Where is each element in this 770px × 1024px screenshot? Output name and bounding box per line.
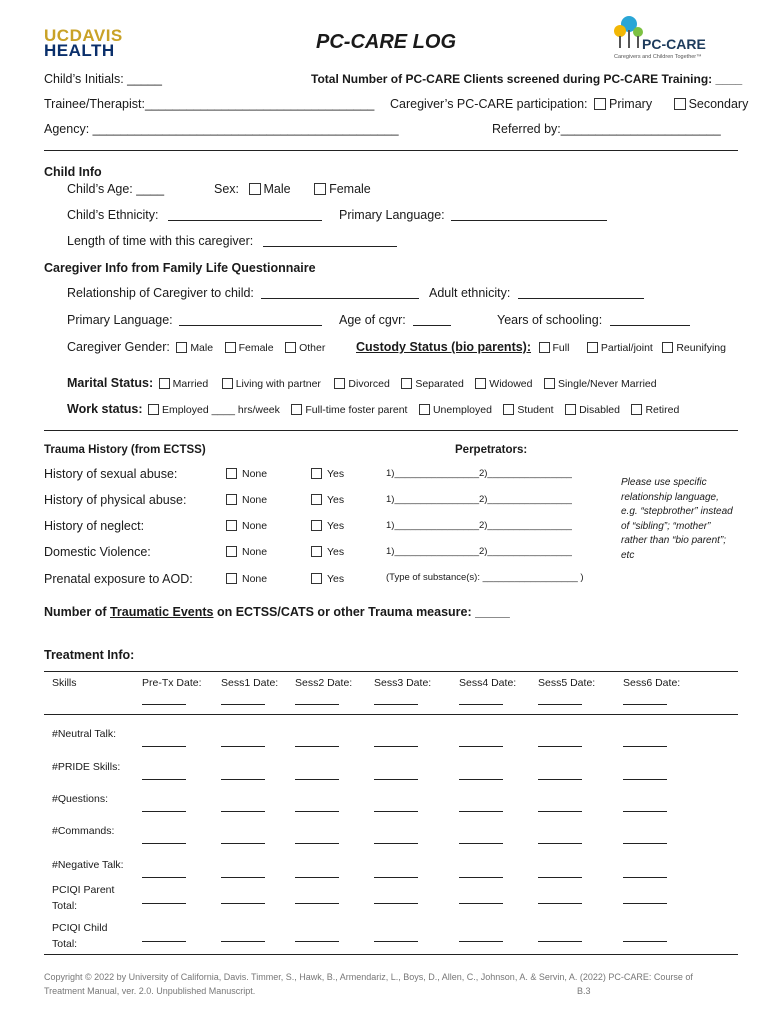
copyright-text: Copyright © 2022 by University of California, Davis. Timmer, S., Hawk, B., Armendariz, L., Boys, D., Allen, C., Johnson, A. & Servin, A. (2022) PC-CARE: Course of Treatment Manual, ver. 2.0. Unpublished Manuscript. xyxy=(44,972,693,996)
length-time-field[interactable] xyxy=(67,234,397,248)
skill-score-blank[interactable] xyxy=(142,902,186,904)
skill-row-label xyxy=(52,759,120,775)
marital-option: Divorced xyxy=(348,378,390,390)
custody-status-field xyxy=(356,340,726,354)
treatment-heading: Treatment Info: xyxy=(44,648,135,662)
perpetrator-fields[interactable]: 1)________________2)________________ xyxy=(386,468,572,479)
marital-status-field xyxy=(67,376,657,390)
skill-score-blank[interactable] xyxy=(142,745,186,747)
work-employed-checkbox[interactable] xyxy=(148,404,159,415)
work-option: Disabled xyxy=(579,404,620,416)
treatment-top-rule xyxy=(44,671,738,672)
skill-row-label xyxy=(52,920,107,952)
skill-score-blank[interactable] xyxy=(295,778,339,780)
trauma-yes-label: Yes xyxy=(327,494,345,506)
skill-score-blank[interactable] xyxy=(623,902,667,904)
session-date-header: Sess1 Date: xyxy=(221,677,279,689)
events-text-post: on ECTSS/CATS or other Trauma measure: _____ xyxy=(213,605,510,619)
trauma-none-checkbox[interactable] xyxy=(226,494,237,505)
age-cgvr-field[interactable] xyxy=(339,313,451,327)
trauma-yes-option xyxy=(311,468,344,480)
gender-option: Other xyxy=(299,342,326,354)
skill-score-blank[interactable] xyxy=(374,902,418,904)
caregiver-info-heading: Caregiver Info from Family Life Questionnaire xyxy=(44,261,316,275)
custody-label: Custody Status (bio parents): xyxy=(356,340,532,354)
gender-female-checkbox[interactable] xyxy=(225,342,236,353)
perpetrator-fields[interactable]: 1)________________2)________________ xyxy=(386,520,572,531)
skill-score-blank[interactable] xyxy=(221,745,265,747)
trauma-none-checkbox[interactable] xyxy=(226,468,237,479)
perpetrator-fields[interactable]: 1)________________2)________________ xyxy=(386,546,572,557)
skill-score-blank[interactable] xyxy=(221,810,265,812)
gender-option: Male xyxy=(190,342,214,354)
session-date-header: Sess3 Date: xyxy=(374,677,432,689)
trauma-none-label: None xyxy=(242,573,268,585)
marital-option: Separated xyxy=(415,378,464,390)
skill-row-label xyxy=(52,857,124,873)
marital-single-checkbox[interactable] xyxy=(544,378,555,389)
relationship-line[interactable] xyxy=(261,286,419,299)
trauma-yes-label: Yes xyxy=(327,468,345,480)
session-date-header: Sess5 Date: xyxy=(538,677,596,689)
adult-ethnicity-label: Adult ethnicity: xyxy=(429,286,511,300)
skill-score-blank[interactable] xyxy=(538,745,582,747)
substance-field[interactable]: (Type of substance(s): __________________ ) xyxy=(386,572,584,583)
skill-score-blank[interactable] xyxy=(459,940,503,942)
session-date-blank[interactable] xyxy=(623,703,667,705)
skill-score-blank[interactable] xyxy=(623,745,667,747)
child-info-heading: Child Info xyxy=(44,165,102,179)
skill-score-blank[interactable] xyxy=(374,940,418,942)
skill-score-blank[interactable] xyxy=(221,940,265,942)
child-age-field[interactable]: Child’s Age: ____ xyxy=(67,182,165,196)
child-language-field[interactable] xyxy=(339,208,607,222)
skill-label-line1: #Questions: xyxy=(52,793,109,805)
traumatic-events-field[interactable] xyxy=(44,605,510,619)
trauma-none-label: None xyxy=(242,546,268,558)
marital-option: Single/Never Married xyxy=(557,378,657,390)
skill-score-blank[interactable] xyxy=(142,876,186,878)
skill-score-blank[interactable] xyxy=(221,876,265,878)
skill-label-line1: PCIQI Child xyxy=(52,922,108,934)
caregiver-language-line[interactable] xyxy=(179,313,322,326)
marital-option: Widowed xyxy=(489,378,533,390)
male-label: Male xyxy=(263,182,291,196)
skill-score-blank[interactable] xyxy=(538,902,582,904)
child-initials-field[interactable]: Child’s Initials: _____ xyxy=(44,72,162,86)
trauma-row-label: History of neglect: xyxy=(44,519,145,533)
trauma-yes-option xyxy=(311,494,344,506)
marital-widowed-checkbox[interactable] xyxy=(475,378,486,389)
work-option: Full-time foster parent xyxy=(305,404,408,416)
skill-score-blank[interactable] xyxy=(295,940,339,942)
gender-other-checkbox[interactable] xyxy=(285,342,296,353)
family-tree-icon xyxy=(612,14,646,50)
skill-score-blank[interactable] xyxy=(538,876,582,878)
skill-score-blank[interactable] xyxy=(538,842,582,844)
trauma-none-option xyxy=(226,494,267,506)
perpetrator-fields[interactable]: 1)________________2)________________ xyxy=(386,494,572,505)
custody-full-checkbox[interactable] xyxy=(539,342,550,353)
skill-score-blank[interactable] xyxy=(142,778,186,780)
work-retired-checkbox[interactable] xyxy=(631,404,642,415)
skill-score-blank[interactable] xyxy=(374,745,418,747)
pc-care-logo xyxy=(612,14,706,60)
marital-option: Living with partner xyxy=(235,378,321,390)
trauma-yes-checkbox[interactable] xyxy=(311,546,322,557)
trauma-none-checkbox[interactable] xyxy=(226,573,237,584)
total-clients-field[interactable]: Total Number of PC-CARE Clients screened during PC-CARE Training: ____ xyxy=(311,72,743,86)
marital-label: Marital Status: xyxy=(67,376,154,390)
work-foster-checkbox[interactable] xyxy=(291,404,302,415)
caregiver-gender-label: Caregiver Gender: xyxy=(67,340,170,354)
marital-option: Married xyxy=(172,378,209,390)
sex-label: Sex: xyxy=(214,182,240,196)
skill-score-blank[interactable] xyxy=(374,778,418,780)
logo-davis: DAVIS xyxy=(69,26,123,45)
trauma-row-label: History of sexual abuse: xyxy=(44,467,178,481)
work-option: Unemployed xyxy=(432,404,492,416)
custody-option: Partial/joint xyxy=(600,342,653,354)
skill-row-label xyxy=(52,882,114,914)
trauma-yes-label: Yes xyxy=(327,573,345,585)
skill-score-blank[interactable] xyxy=(374,810,418,812)
session-date-blank[interactable] xyxy=(459,703,503,705)
years-schooling-field[interactable] xyxy=(497,313,690,327)
age-cgvr-line[interactable] xyxy=(413,313,451,326)
skill-label-line1: #Negative Talk: xyxy=(52,859,124,871)
adult-ethnicity-line[interactable] xyxy=(518,286,644,299)
work-option: Student xyxy=(517,404,554,416)
skill-score-blank[interactable] xyxy=(374,876,418,878)
trauma-none-option xyxy=(226,573,267,585)
gender-option: Female xyxy=(238,342,274,354)
age-cgvr-label: Age of cgvr: xyxy=(339,313,406,327)
secondary-label: Secondary xyxy=(688,97,749,111)
work-option: Employed ____ hrs/week xyxy=(161,404,280,416)
skill-score-blank[interactable] xyxy=(221,842,265,844)
skill-score-blank[interactable] xyxy=(142,842,186,844)
skill-score-blank[interactable] xyxy=(538,940,582,942)
treatment-bottom-rule xyxy=(44,954,738,955)
primary-label: Primary xyxy=(609,97,653,111)
skill-score-blank[interactable] xyxy=(459,778,503,780)
sex-field xyxy=(214,182,371,196)
relationship-label: Relationship of Caregiver to child: xyxy=(67,286,254,300)
trauma-yes-checkbox[interactable] xyxy=(311,520,322,531)
skill-score-blank[interactable] xyxy=(142,810,186,812)
perpetrators-heading: Perpetrators: xyxy=(455,444,528,456)
skill-score-blank[interactable] xyxy=(459,810,503,812)
session-date-blank[interactable] xyxy=(295,703,339,705)
session-date-blank[interactable] xyxy=(142,703,186,705)
skill-score-blank[interactable] xyxy=(459,876,503,878)
skills-header: Skills xyxy=(52,677,77,689)
skill-score-blank[interactable] xyxy=(221,902,265,904)
pc-care-logo-name: PC-CARE xyxy=(642,36,706,52)
trauma-none-checkbox[interactable] xyxy=(226,546,237,557)
trauma-row-label: History of physical abuse: xyxy=(44,493,187,507)
skill-label-line2: Total: xyxy=(52,900,78,912)
skill-score-blank[interactable] xyxy=(374,842,418,844)
child-ethnicity-label: Child’s Ethnicity: xyxy=(67,208,159,222)
session-date-header: Pre-Tx Date: xyxy=(142,677,202,689)
trauma-row-label: Prenatal exposure to AOD: xyxy=(44,572,193,586)
years-schooling-line[interactable] xyxy=(610,313,690,326)
custody-partial-checkbox[interactable] xyxy=(587,342,598,353)
skill-score-blank[interactable] xyxy=(295,902,339,904)
work-disabled-checkbox[interactable] xyxy=(565,404,576,415)
gender-male-checkbox[interactable] xyxy=(176,342,187,353)
primary-checkbox[interactable] xyxy=(594,98,606,110)
skill-label-line1: #Neutral Talk: xyxy=(52,728,117,740)
trauma-heading: Trauma History (from ECTSS) xyxy=(44,444,206,456)
male-checkbox[interactable] xyxy=(249,183,261,195)
skill-row-label xyxy=(52,726,116,742)
trauma-none-option xyxy=(226,468,267,480)
custody-option: Full xyxy=(552,342,570,354)
marital-divorced-checkbox[interactable] xyxy=(334,378,345,389)
skill-score-blank[interactable] xyxy=(459,842,503,844)
marital-partner-checkbox[interactable] xyxy=(222,378,233,389)
work-label: Work status: xyxy=(67,402,143,416)
skill-score-blank[interactable] xyxy=(295,876,339,878)
length-time-line[interactable] xyxy=(263,234,397,247)
marital-separated-checkbox[interactable] xyxy=(401,378,412,389)
secondary-checkbox[interactable] xyxy=(674,98,686,110)
skill-score-blank[interactable] xyxy=(623,810,667,812)
work-unemployed-checkbox[interactable] xyxy=(419,404,430,415)
custody-reunifying-checkbox[interactable] xyxy=(662,342,673,353)
trainee-field[interactable]: Trainee/Therapist:_________________________________ xyxy=(44,97,375,111)
trauma-yes-option xyxy=(311,520,344,532)
page-number: B.3 xyxy=(577,986,591,996)
relationship-language-note: Please use specific relationship language, e.g. “stepbrother” instead of “sibling”; “mother” rather than “bio parent”; etc xyxy=(621,477,733,561)
skill-label-line1: #Commands: xyxy=(52,825,115,837)
years-schooling-label: Years of schooling: xyxy=(497,313,603,327)
copyright-footer xyxy=(44,970,724,998)
session-date-blank[interactable] xyxy=(221,703,265,705)
uc-davis-health-logo xyxy=(44,28,123,58)
trauma-yes-label: Yes xyxy=(327,546,345,558)
skill-score-blank[interactable] xyxy=(295,842,339,844)
divider xyxy=(44,150,738,151)
skill-row-label xyxy=(52,823,114,839)
trauma-yes-checkbox[interactable] xyxy=(311,573,322,584)
skill-score-blank[interactable] xyxy=(459,902,503,904)
length-time-label: Length of time with this caregiver: xyxy=(67,234,254,248)
trauma-row-label: Domestic Violence: xyxy=(44,545,151,559)
skill-label-line2: Total: xyxy=(52,938,78,950)
child-ethnicity-field[interactable] xyxy=(67,208,322,222)
treatment-header-rule xyxy=(44,714,738,715)
logo-health: HEALTH xyxy=(44,41,115,60)
pc-care-logo-tagline: Caregivers and Children Together™ xyxy=(614,54,702,60)
trauma-yes-label: Yes xyxy=(327,520,345,532)
marital-married-checkbox[interactable] xyxy=(159,378,170,389)
events-text-pre: Number of xyxy=(44,605,110,619)
skill-score-blank[interactable] xyxy=(538,810,582,812)
trauma-none-label: None xyxy=(242,520,268,532)
female-label: Female xyxy=(329,182,371,196)
caregiver-participation xyxy=(390,97,748,111)
child-ethnicity-line[interactable] xyxy=(168,208,322,221)
work-status-field xyxy=(67,402,679,416)
events-text-underlined: Traumatic Events xyxy=(109,605,214,619)
skill-row-label xyxy=(52,791,108,807)
skill-score-blank[interactable] xyxy=(142,940,186,942)
skill-score-blank[interactable] xyxy=(295,745,339,747)
skill-score-blank[interactable] xyxy=(623,842,667,844)
trauma-yes-option xyxy=(311,546,344,558)
session-date-blank[interactable] xyxy=(538,703,582,705)
work-student-checkbox[interactable] xyxy=(503,404,514,415)
trauma-yes-checkbox[interactable] xyxy=(311,468,322,479)
trauma-none-option xyxy=(226,546,267,558)
skill-score-blank[interactable] xyxy=(623,778,667,780)
trauma-yes-checkbox[interactable] xyxy=(311,494,322,505)
session-date-header: Sess6 Date: xyxy=(623,677,681,689)
relationship-field[interactable] xyxy=(67,286,419,300)
skill-label-line1: PCIQI Parent xyxy=(52,884,115,896)
skill-score-blank[interactable] xyxy=(623,940,667,942)
page-title: PC-CARE LOG xyxy=(316,31,456,53)
session-date-blank[interactable] xyxy=(374,703,418,705)
session-date-header: Sess2 Date: xyxy=(295,677,353,689)
trauma-none-checkbox[interactable] xyxy=(226,520,237,531)
session-date-header: Sess4 Date: xyxy=(459,677,517,689)
caregiver-participation-label: Caregiver’s PC-CARE participation: xyxy=(390,97,588,111)
skill-score-blank[interactable] xyxy=(623,876,667,878)
skill-score-blank[interactable] xyxy=(221,778,265,780)
adult-ethnicity-field[interactable] xyxy=(429,286,644,300)
skill-label-line1: #PRIDE Skills: xyxy=(52,761,121,773)
skill-score-blank[interactable] xyxy=(538,778,582,780)
divider xyxy=(44,430,738,431)
skill-score-blank[interactable] xyxy=(295,810,339,812)
caregiver-gender-field xyxy=(67,340,325,354)
trauma-none-option xyxy=(226,520,267,532)
caregiver-language-label: Primary Language: xyxy=(67,313,173,327)
agency-field[interactable]: Agency: ____________________________________________ xyxy=(44,122,399,136)
custody-option: Reunifying xyxy=(676,342,726,354)
trauma-none-label: None xyxy=(242,494,268,506)
trauma-none-label: None xyxy=(242,468,268,480)
trauma-yes-option xyxy=(311,573,344,585)
referred-by-field[interactable]: Referred by:_______________________ xyxy=(492,122,721,136)
skill-score-blank[interactable] xyxy=(459,745,503,747)
work-option: Retired xyxy=(645,404,680,416)
child-language-line[interactable] xyxy=(451,208,607,221)
logo-uc: UC xyxy=(44,26,70,45)
child-language-label: Primary Language: xyxy=(339,208,445,222)
caregiver-language-field[interactable] xyxy=(67,313,322,327)
female-checkbox[interactable] xyxy=(314,183,326,195)
